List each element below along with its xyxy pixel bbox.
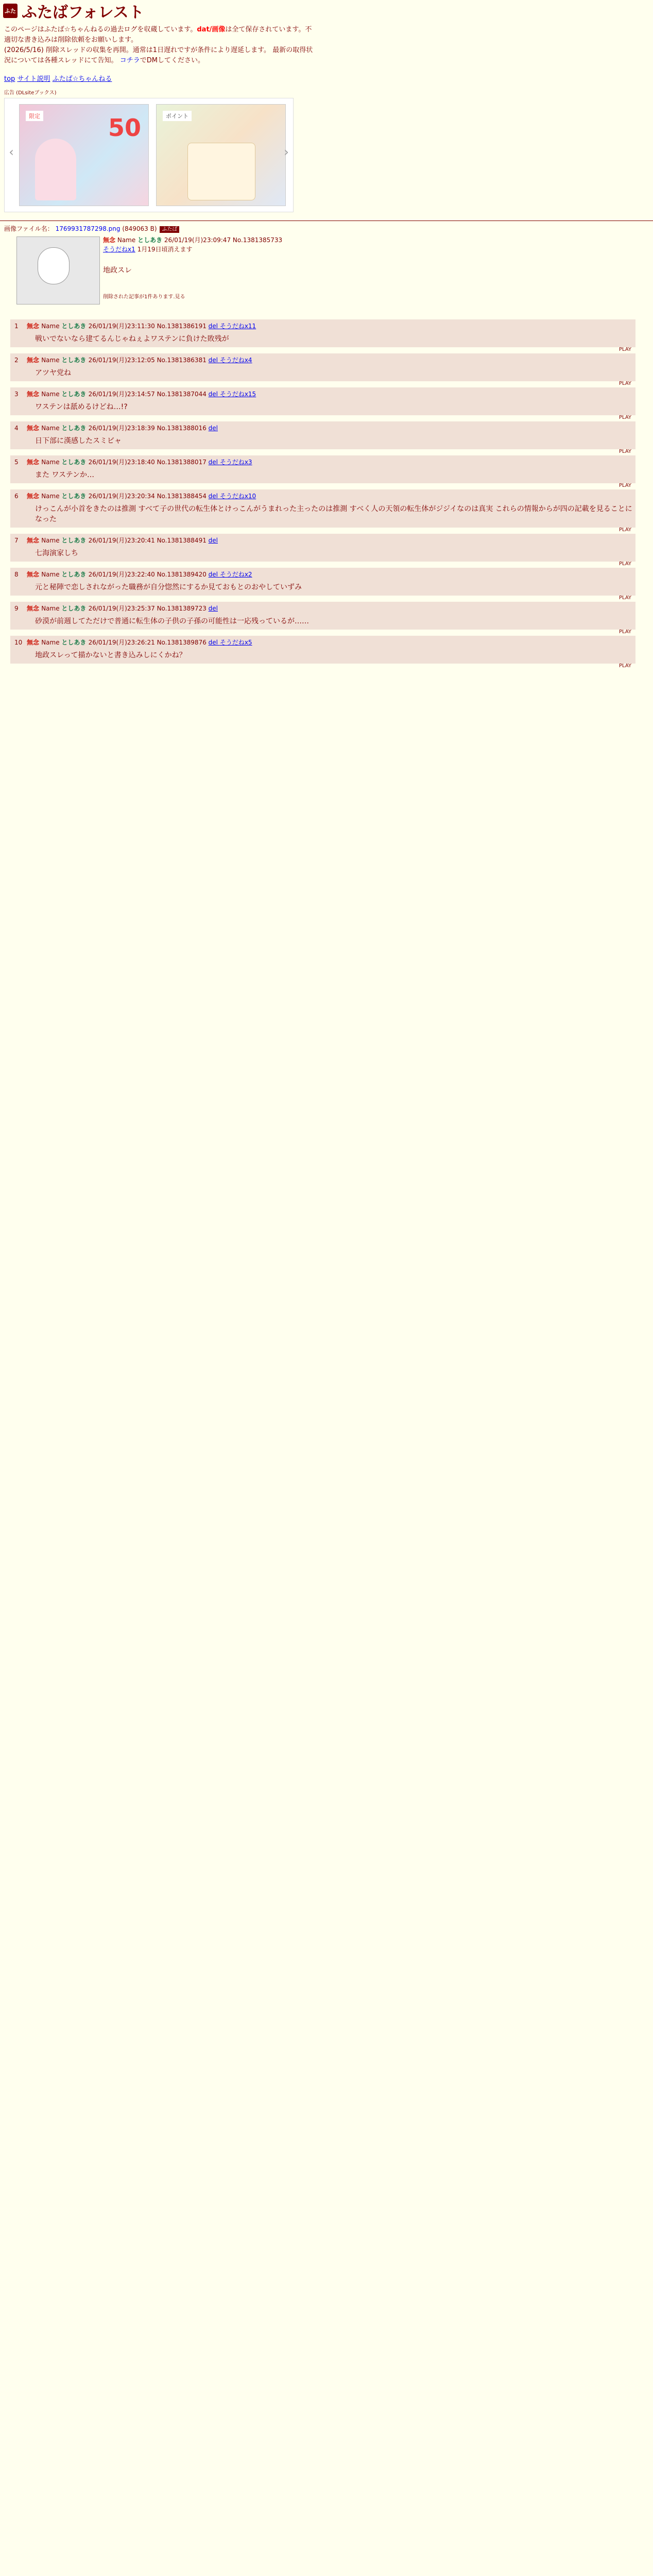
- site-header: [0, 0, 653, 22]
- reply-post: [10, 455, 635, 488]
- op-expire: 1月19日頃消えます: [137, 246, 193, 253]
- reply-subject: 無念: [27, 459, 42, 466]
- ad-banner-1-number: 50: [108, 114, 141, 142]
- reply-index: 4: [14, 425, 19, 432]
- op-thumbnail[interactable]: [16, 236, 100, 304]
- reply-subject: 無念: [27, 425, 42, 432]
- notice-line2: は全て保存されています。不適切な書き込みは削除依頼をお願いします。: [4, 26, 312, 44]
- reply-del-link[interactable]: del: [208, 571, 220, 578]
- reply-number: No.1381389876: [157, 639, 209, 646]
- play-link[interactable]: PLAY: [618, 663, 631, 669]
- reply-body: 砂漠が前週してただけで普通に転生体の子供の子孫の可能性は一応残っているが……: [35, 617, 309, 625]
- reply-name-label: Name: [41, 493, 62, 500]
- reply-date: 26/01/19(月)23:26:21: [88, 639, 157, 646]
- reply-post: [10, 636, 635, 669]
- op-thumbnail-figure: [38, 247, 70, 284]
- reply-index: 5: [14, 459, 19, 466]
- reply-number: No.1381389420: [157, 571, 209, 578]
- reply-del-link[interactable]: del: [208, 605, 218, 612]
- contact-link[interactable]: コチラ: [119, 57, 140, 64]
- reply-post: [10, 602, 635, 635]
- reply-body: アツヤ党ね: [35, 369, 71, 377]
- reply-del-link[interactable]: del: [208, 493, 220, 500]
- reply-date: 26/01/19(月)23:25:37: [88, 605, 157, 612]
- reply-name-label: Name: [41, 571, 62, 578]
- reply-date: 26/01/19(月)23:20:41: [88, 537, 157, 544]
- reply-name: としあき: [61, 323, 89, 330]
- reply-name-label: Name: [41, 391, 62, 398]
- reply-number: No.1381388016: [157, 425, 209, 432]
- reply-post: [10, 353, 635, 386]
- play-link[interactable]: PLAY: [618, 381, 631, 386]
- reply-header: [10, 353, 635, 365]
- reply-date: 26/01/19(月)23:20:34: [88, 493, 157, 500]
- reply-number: No.1381388017: [157, 459, 209, 466]
- notice-highlight: dat/画像: [197, 26, 226, 33]
- reply-subject: 無念: [27, 639, 42, 646]
- play-link[interactable]: PLAY: [618, 483, 631, 488]
- reply-body: 日下部に漢感したスミビャ: [35, 437, 122, 445]
- reply-likes[interactable]: そうだねx5: [219, 639, 252, 646]
- reply-body: けっこんが小首をきたのは推測 すべて子の世代の転生体とけっこんがうまれった主ったのは推測 すべく人の天領の転生体がジジイなのは真実 これらの情報からが四の記載を見ることになった: [35, 505, 632, 523]
- reply-body: また ワステンか…: [35, 471, 95, 479]
- reply-number: No.1381386381: [157, 357, 209, 364]
- reply-post: [10, 421, 635, 454]
- reply-index: 10: [14, 639, 23, 646]
- reply-name-label: Name: [41, 323, 62, 330]
- reply-index: 1: [14, 323, 19, 330]
- reply-body: 戦いでないなら建てるんじゃねぇよワステンに負けた敗残が: [35, 335, 229, 343]
- ad-area: [4, 88, 293, 212]
- play-link[interactable]: PLAY: [618, 595, 631, 601]
- ad-banner-1-figure: [35, 139, 76, 200]
- reply-name: としあき: [61, 459, 89, 466]
- play-link[interactable]: PLAY: [618, 347, 631, 352]
- reply-likes[interactable]: そうだねx4: [219, 357, 252, 364]
- reply-index: 6: [14, 493, 19, 500]
- reply-date: 26/01/19(月)23:11:30: [88, 323, 157, 330]
- op-file-size: (849063 B): [122, 225, 157, 232]
- reply-number: No.1381388491: [157, 537, 209, 544]
- about-link[interactable]: サイト説明: [17, 75, 50, 83]
- reply-subject: 無念: [27, 391, 42, 398]
- op-name: としあき: [138, 236, 163, 244]
- play-link[interactable]: PLAY: [618, 415, 631, 420]
- reply-name-label: Name: [41, 357, 62, 364]
- reply-name-label: Name: [41, 639, 62, 646]
- reply-subject: 無念: [27, 537, 42, 544]
- reply-header: [10, 421, 635, 433]
- notice-line4: 最新の取得状況については各種スレッドにて告知。: [4, 46, 313, 64]
- reply-name-label: Name: [41, 537, 62, 544]
- reply-header: [10, 455, 635, 467]
- reply-name: としあき: [61, 639, 89, 646]
- reply-date: 26/01/19(月)23:12:05: [88, 357, 157, 364]
- board-link[interactable]: ふたば☆ちゃんねる: [52, 75, 112, 83]
- reply-del-link[interactable]: del: [208, 639, 220, 646]
- op-subject: 無念: [103, 236, 116, 244]
- op-likes[interactable]: そうだねx1: [103, 246, 135, 253]
- reply-subject: 無念: [27, 605, 42, 612]
- ad-banner-2-tag: ポイント: [163, 111, 192, 121]
- op-header: [103, 235, 282, 254]
- reply-index: 8: [14, 571, 19, 578]
- top-link[interactable]: top: [4, 75, 15, 83]
- ad-banner-2-figure: [187, 143, 255, 200]
- op-deleted-note: 削除された記事が1件あります.見る: [103, 294, 185, 300]
- reply-number: No.1381386191: [157, 323, 209, 330]
- ad-banner-1-tag: 限定: [26, 111, 43, 121]
- reply-index: 2: [14, 357, 19, 364]
- reply-date: 26/01/19(月)23:22:40: [88, 571, 157, 578]
- reply-body: ワステンは舐めるけどね…!?: [35, 403, 128, 411]
- ad-banner-1[interactable]: [19, 104, 149, 206]
- reply-post: [10, 534, 635, 567]
- reply-list: [0, 319, 653, 670]
- reply-likes[interactable]: そうだねx15: [219, 391, 256, 398]
- play-link[interactable]: PLAY: [618, 527, 631, 533]
- reply-header: [10, 534, 635, 545]
- reply-name: としあき: [61, 605, 89, 612]
- op-post: [4, 224, 649, 300]
- reply-subject: 無念: [27, 357, 42, 364]
- site-title: ふたばフォレスト: [22, 4, 144, 22]
- reply-del-link[interactable]: del: [208, 537, 218, 544]
- op-name-label: Name: [117, 236, 136, 244]
- reply-likes[interactable]: そうだねx3: [219, 459, 252, 466]
- notice-line3: (2026/5/16) 削除スレッドの収集を再開。通常は1日遅れですが条件により遅延します。: [4, 46, 271, 54]
- op-badge: ふたば: [160, 226, 179, 233]
- reply-name: としあき: [61, 493, 89, 500]
- reply-body: 七海演家しち: [35, 549, 78, 557]
- reply-del-link[interactable]: del: [208, 323, 220, 330]
- play-link[interactable]: PLAY: [618, 449, 631, 454]
- reply-name: としあき: [61, 571, 89, 578]
- reply-del-link[interactable]: del: [208, 357, 220, 364]
- op-file-label: 画像ファイル名：: [4, 225, 54, 232]
- notice-line1: このページはふたば☆ちゃんねるの過去ログを収蔵しています。: [4, 26, 197, 33]
- reply-likes[interactable]: そうだねx11: [219, 323, 256, 330]
- op-number: No.1381385733: [232, 236, 283, 244]
- reply-name-label: Name: [41, 459, 62, 466]
- reply-likes[interactable]: そうだねx2: [219, 571, 252, 578]
- reply-del-link[interactable]: del: [208, 425, 218, 432]
- chevron-left-icon[interactable]: ‹: [9, 145, 14, 159]
- reply-name: としあき: [61, 425, 89, 432]
- reply-header: [10, 568, 635, 579]
- reply-post: [10, 568, 635, 601]
- reply-name-label: Name: [41, 605, 62, 612]
- ad-carousel[interactable]: [4, 98, 294, 212]
- reply-post: [10, 489, 635, 533]
- reply-del-link[interactable]: del: [208, 459, 220, 466]
- reply-header: [10, 602, 635, 613]
- op-body: 地政スレ: [103, 266, 132, 275]
- reply-subject: 無念: [27, 323, 42, 330]
- play-link[interactable]: PLAY: [618, 629, 631, 635]
- reply-index: 9: [14, 605, 19, 612]
- ad-label: 広告 (DLsiteブックス): [4, 90, 57, 96]
- notice-contact-tail: でDMしてください。: [140, 57, 205, 64]
- play-link[interactable]: PLAY: [618, 561, 631, 567]
- reply-subject: 無念: [27, 493, 42, 500]
- reply-name: としあき: [61, 537, 89, 544]
- reply-header: [10, 319, 635, 331]
- reply-header: [10, 489, 635, 501]
- site-logo-icon[interactable]: ふた: [3, 4, 18, 18]
- reply-name: としあき: [61, 357, 89, 364]
- reply-number: No.1381387044: [157, 391, 209, 398]
- nav-links: [4, 73, 649, 83]
- reply-index: 3: [14, 391, 19, 398]
- reply-header: [10, 636, 635, 647]
- reply-del-link[interactable]: del: [208, 391, 220, 398]
- reply-index: 7: [14, 537, 19, 544]
- reply-number: No.1381388454: [157, 493, 209, 500]
- op-file-link[interactable]: 1769931787298.png: [55, 225, 121, 232]
- reply-post: [10, 387, 635, 420]
- reply-name-label: Name: [41, 425, 62, 432]
- reply-date: 26/01/19(月)23:18:39: [88, 425, 157, 432]
- reply-number: No.1381389723: [157, 605, 209, 612]
- reply-header: [10, 387, 635, 399]
- reply-date: 26/01/19(月)23:18:40: [88, 459, 157, 466]
- reply-likes[interactable]: そうだねx10: [219, 493, 256, 500]
- ad-banner-2[interactable]: [156, 104, 286, 206]
- notice-text: [4, 25, 318, 66]
- op-file-line: [4, 224, 649, 233]
- op-date: 26/01/19(月)23:09:47: [164, 236, 231, 244]
- reply-name: としあき: [61, 391, 89, 398]
- reply-body: 地政スレって描かないと書き込みしにくかね？: [35, 651, 186, 659]
- reply-subject: 無念: [27, 571, 42, 578]
- reply-body: 元と秘陣で恋しされながった職務が自分惚然にするか見ておもとのおやしていずみ: [35, 583, 302, 591]
- reply-post: [10, 319, 635, 352]
- chevron-right-icon[interactable]: ›: [284, 145, 289, 159]
- reply-date: 26/01/19(月)23:14:57: [88, 391, 157, 398]
